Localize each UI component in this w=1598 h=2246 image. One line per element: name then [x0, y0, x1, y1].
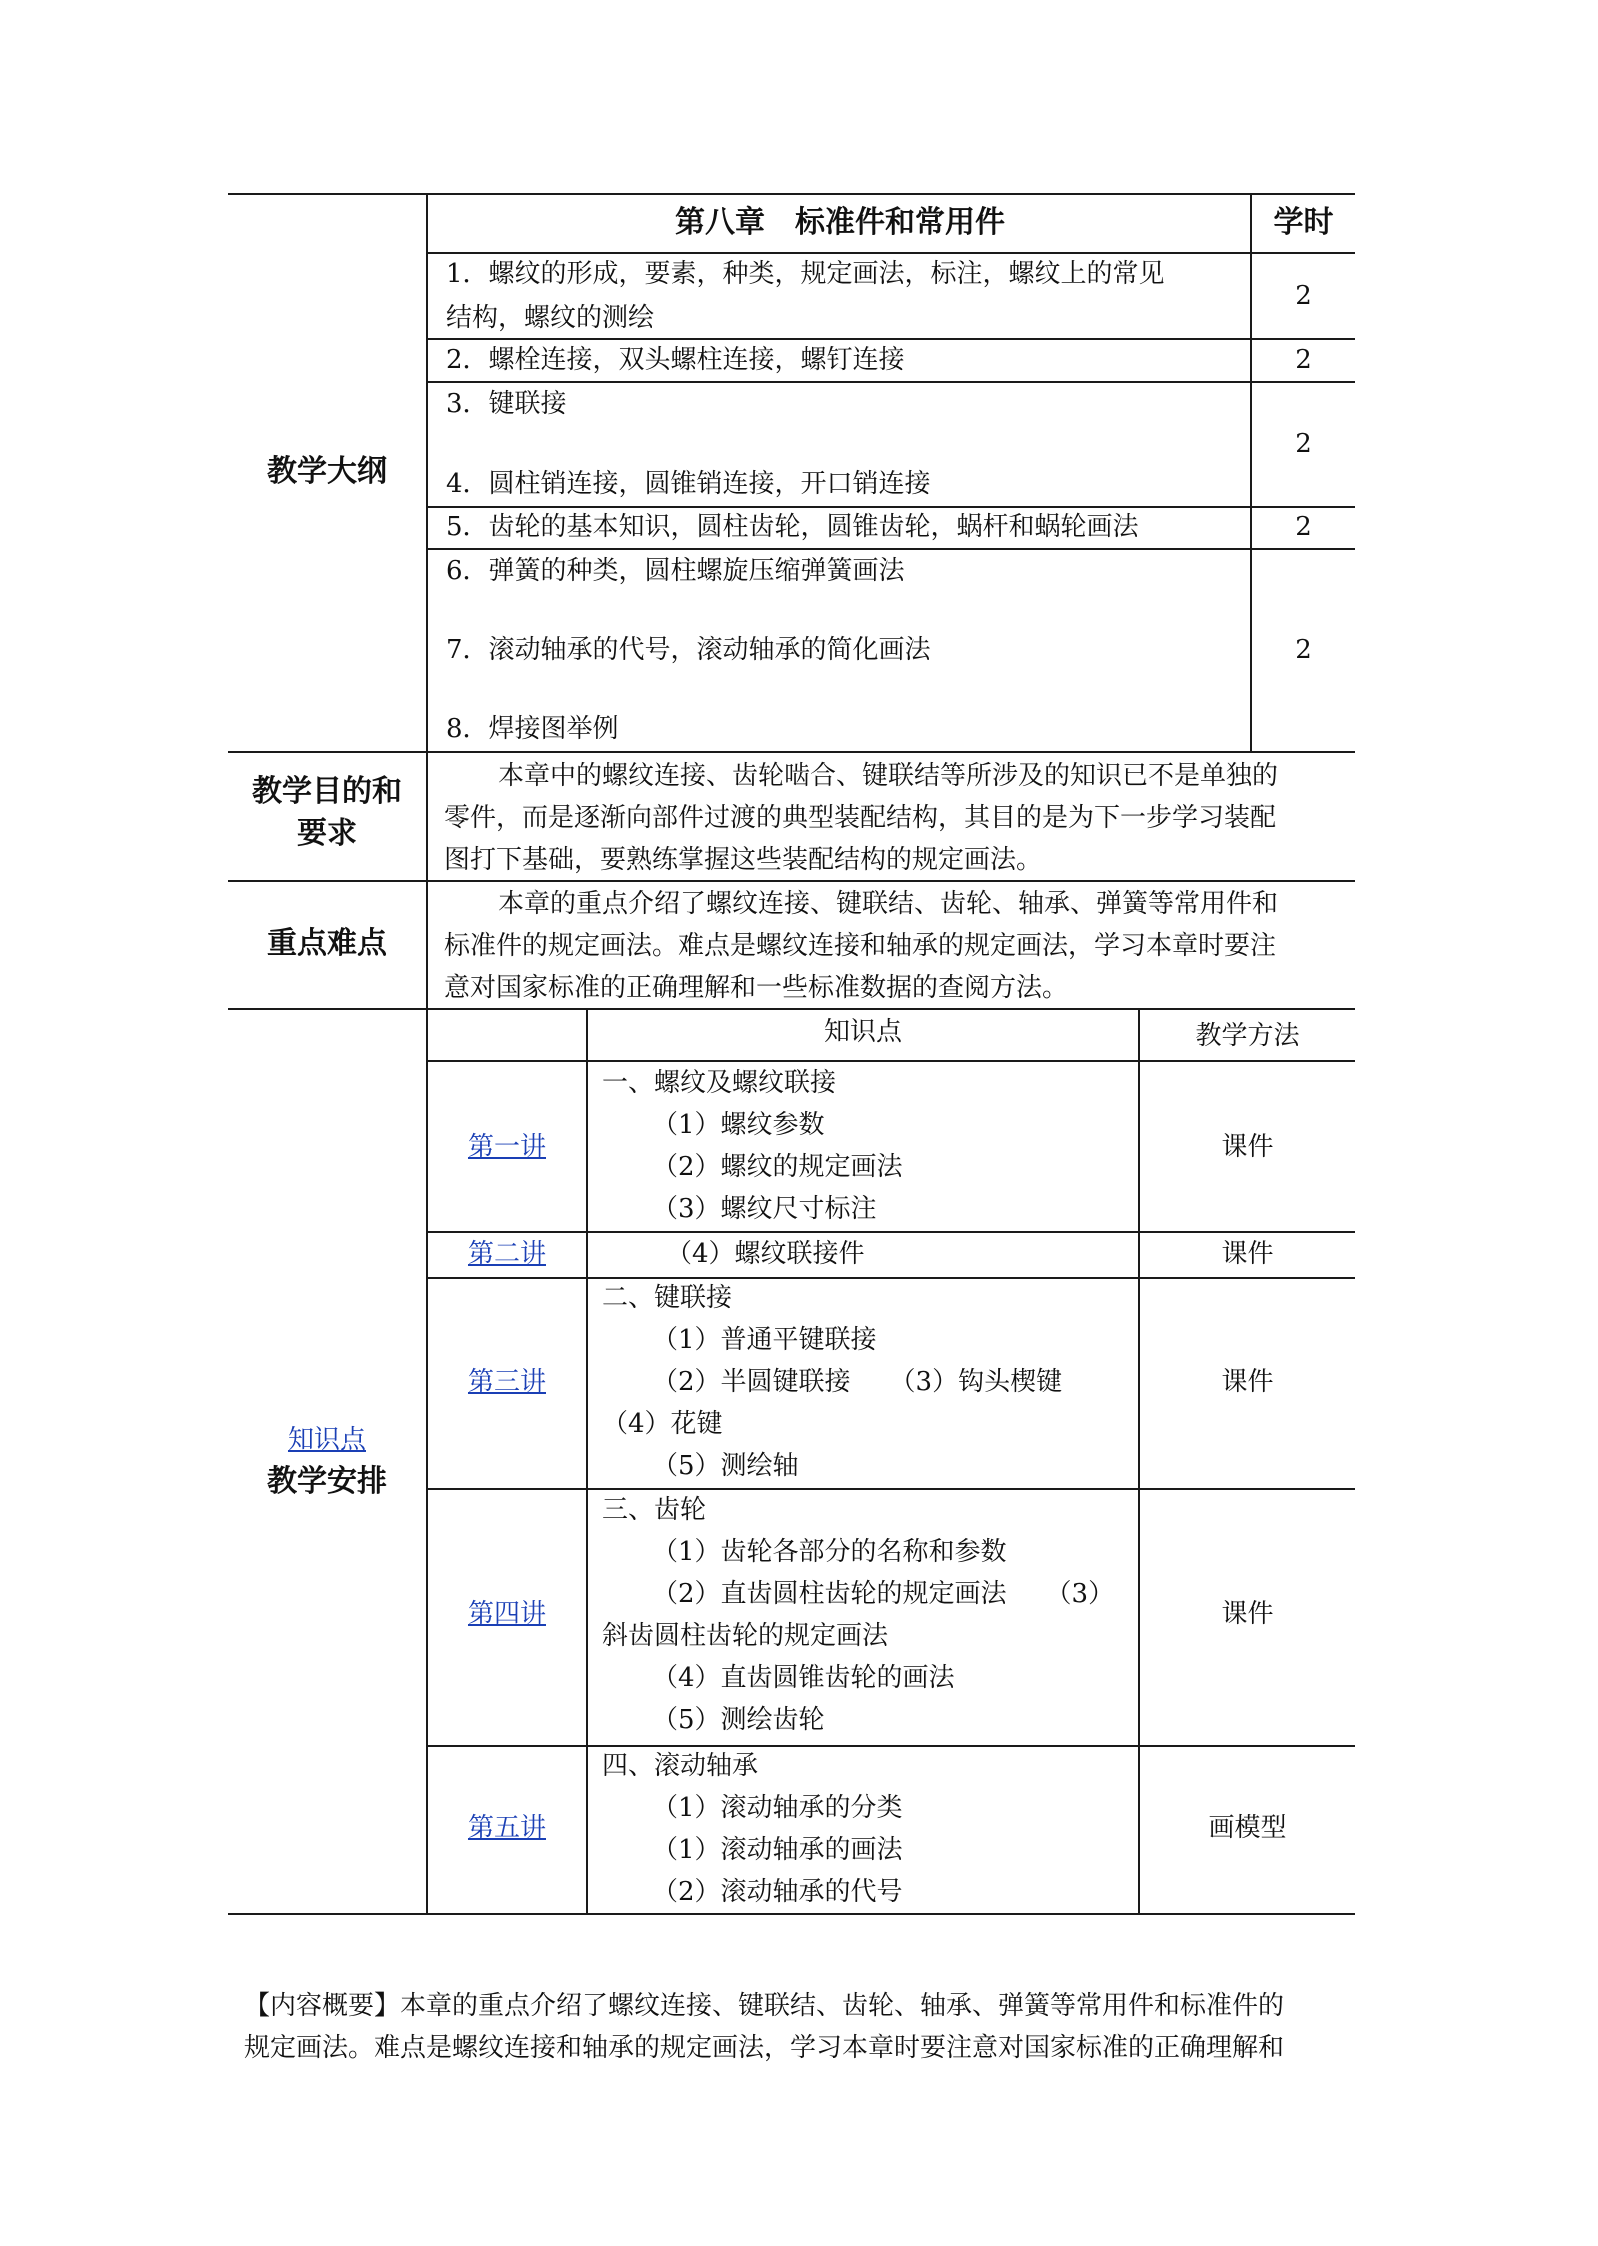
lecture-5-line-4: （2）滚动轴承的代号 — [652, 1877, 903, 1907]
lecture-3-link[interactable]: 第三讲 — [467, 1367, 546, 1397]
schedule-label: 教学安排 — [267, 1464, 387, 1499]
purpose-label-line-2: 要求 — [297, 816, 357, 851]
purpose-text-line-1: 本章中的螺纹连接、齿轮啮合、键联结等所涉及的知识已不是单独的 — [498, 761, 1279, 791]
key-points-label: 重点难点 — [267, 926, 387, 961]
column-header-knowledge: 知识点 — [823, 1017, 902, 1047]
lecture-3-line-1: 二、键联接 — [602, 1283, 733, 1313]
lecture-5-link[interactable]: 第五讲 — [467, 1813, 546, 1843]
lecture-5-line-2: （1）滚动轴承的分类 — [652, 1793, 903, 1823]
knowledge-point-link[interactable]: 知识点 — [287, 1425, 366, 1455]
lecture-5-line-3: （1）滚动轴承的画法 — [652, 1835, 903, 1865]
lecture-4-line-6: （5）测绘齿轮 — [652, 1705, 825, 1735]
lecture-4-line-5: （4）直齿圆锥齿轮的画法 — [652, 1663, 955, 1693]
lecture-1-line-2: （1）螺纹参数 — [652, 1110, 825, 1140]
purpose-text-line-3: 图打下基础，要熟练掌握这些装配结构的规定画法。 — [444, 845, 1043, 875]
key-points-line-2: 标准件的规定画法。难点是螺纹连接和轴承的规定画法，学习本章时要注 — [444, 931, 1277, 961]
lecture-5-method: 画模型 — [1208, 1813, 1287, 1843]
column-header-method: 教学方法 — [1195, 1021, 1300, 1051]
outline-item-3-line-2: 4．圆柱销连接，圆锥销连接，开口销连接 — [446, 469, 931, 499]
lecture-1-line-4: （3）螺纹尺寸标注 — [652, 1194, 877, 1224]
lecture-1-line-1: 一、螺纹及螺纹联接 — [602, 1068, 837, 1098]
lecture-5-line-1: 四、滚动轴承 — [602, 1751, 759, 1781]
lecture-4-line-2: （1）齿轮各部分的名称和参数 — [652, 1537, 1007, 1567]
lecture-4-link[interactable]: 第四讲 — [467, 1599, 546, 1629]
lecture-3-line-3: （2）半圆键联接 （3）钩头楔键 — [652, 1367, 1063, 1397]
outline-item-5-hours: 2 — [1295, 635, 1312, 665]
summary-line-2: 规定画法。难点是螺纹连接和轴承的规定画法，学习本章时要注意对国家标准的正确理解和 — [244, 2033, 1285, 2063]
outline-item-5-line-3: 8．焊接图举例 — [446, 714, 619, 744]
outline-item-2-line-1: 2．螺栓连接，双头螺柱连接，螺钉连接 — [446, 345, 905, 375]
purpose-text-line-2: 零件，而是逐渐向部件过渡的典型装配结构，其目的是为下一步学习装配 — [444, 803, 1277, 833]
lecture-1-method: 课件 — [1221, 1132, 1274, 1162]
key-points-line-1: 本章的重点介绍了螺纹连接、键联结、齿轮、轴承、弹簧等常用件和 — [498, 889, 1279, 919]
lecture-2-link[interactable]: 第二讲 — [467, 1239, 546, 1269]
section-label-outline: 教学大纲 — [267, 454, 387, 489]
outline-item-4-line-1: 5．齿轮的基本知识，圆柱齿轮，圆锥齿轮，蜗杆和蜗轮画法 — [446, 512, 1139, 542]
lecture-3-method: 课件 — [1221, 1367, 1274, 1397]
outline-item-2-hours: 2 — [1295, 345, 1312, 375]
key-points-line-3: 意对国家标准的正确理解和一些标准数据的查阅方法。 — [444, 973, 1069, 1003]
lecture-4-method: 课件 — [1221, 1599, 1274, 1629]
purpose-label-line-1: 教学目的和 — [252, 774, 402, 809]
lecture-3-line-2: （1）普通平键联接 — [652, 1325, 877, 1355]
outline-item-1-line-2: 结构，螺纹的测绘 — [446, 303, 655, 333]
hours-header: 学时 — [1273, 205, 1334, 240]
lecture-1-line-3: （2）螺纹的规定画法 — [652, 1152, 903, 1182]
outline-item-5-line-2: 7．滚动轴承的代号，滚动轴承的简化画法 — [446, 635, 931, 665]
lecture-4-line-4: 斜齿圆柱齿轮的规定画法 — [602, 1621, 889, 1651]
lecture-3-line-5: （5）测绘轴 — [652, 1451, 799, 1481]
lecture-2-method: 课件 — [1221, 1239, 1274, 1269]
lecture-4-line-1: 三、齿轮 — [602, 1495, 707, 1525]
summary-line-1: 【内容概要】本章的重点介绍了螺纹连接、键联结、齿轮、轴承、弹簧等常用件和标准件的 — [244, 1991, 1285, 2021]
lecture-2-line-1: （4）螺纹联接件 — [666, 1239, 865, 1269]
chapter-title: 第八章 标准件和常用件 — [675, 205, 1005, 240]
outline-item-4-hours: 2 — [1295, 512, 1312, 542]
outline-item-3-hours: 2 — [1295, 429, 1312, 459]
lecture-3-line-4: （4）花键 — [602, 1409, 723, 1439]
outline-item-1-line-1: 1．螺纹的形成，要素，种类，规定画法，标注，螺纹上的常见 — [446, 259, 1165, 289]
lecture-1-link[interactable]: 第一讲 — [467, 1132, 546, 1162]
outline-item-1-hours: 2 — [1295, 281, 1312, 311]
lecture-4-line-3: （2）直齿圆柱齿轮的规定画法 （3） — [652, 1579, 1115, 1609]
outline-item-5-line-1: 6．弹簧的种类，圆柱螺旋压缩弹簧画法 — [446, 556, 905, 586]
outline-item-3-line-1: 3．键联接 — [446, 389, 567, 419]
